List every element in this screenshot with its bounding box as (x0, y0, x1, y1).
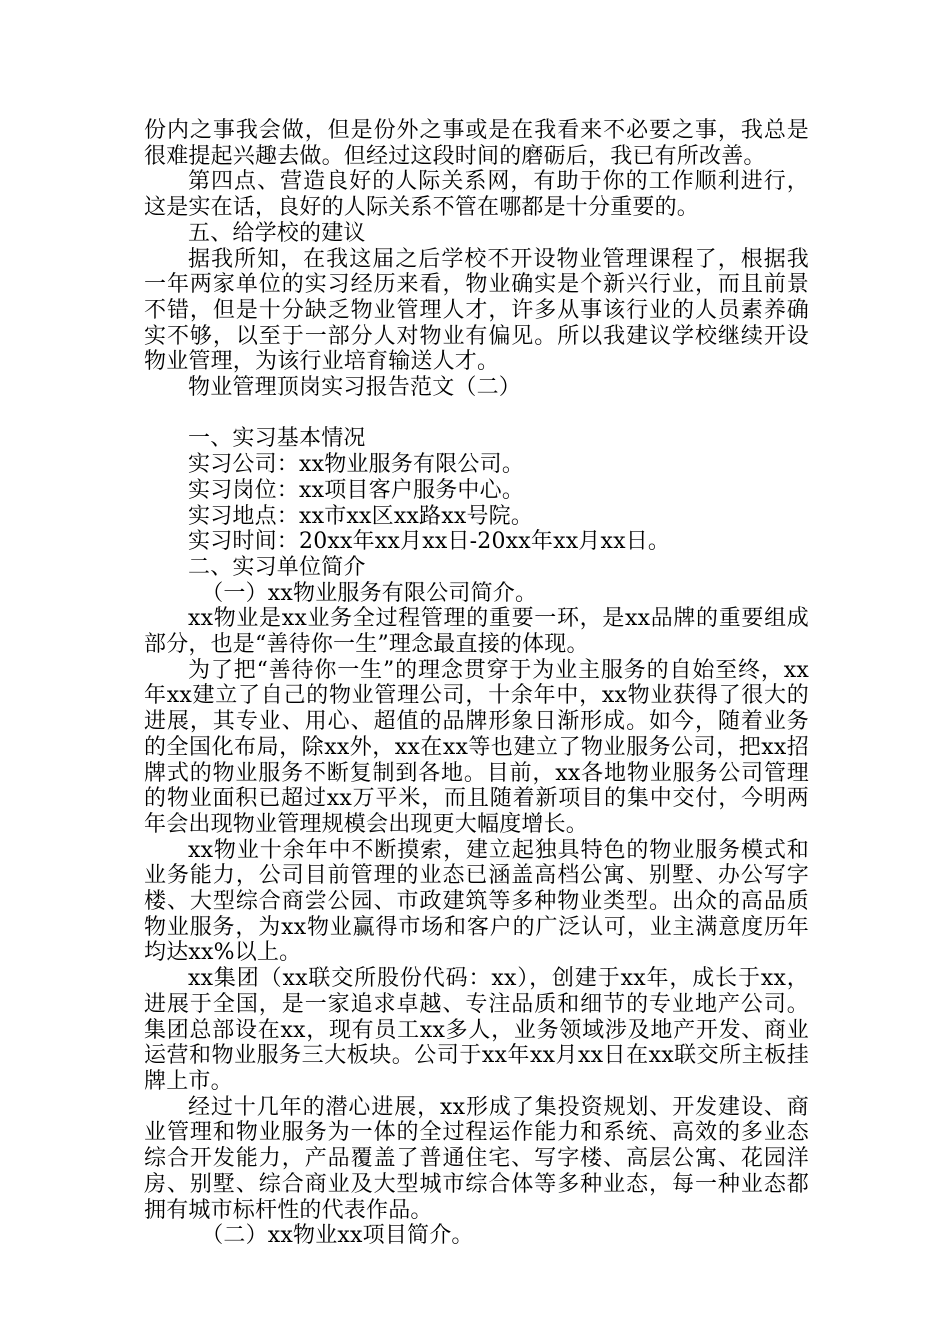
paragraph-group-capability: 经过十几年的潜心进展，xx形成了集投资规划、开发建设、商业管理和物业服务为一体的全过程运作能力和系统、高效的多业态综合开发能力，产品覆盖了普通住宅、写字楼、高层公寓、花园洋房、别墅、综合商业及大型城市综合体等多种业态，每一种业态都拥有城市标杆性的代表作品。 (144, 1094, 809, 1223)
document-page (144, 118, 809, 1249)
paragraph-company-history: 为了把“善待你一生”的理念贯穿于为业主服务的自始至终，xx年xx建立了自己的物业管理公司，十余年中，xx物业获得了很大的进展，其专业、用心、超值的品牌形象日渐形成。如今，随着业务的全国化布局，除xx外，xx在xx等也建立了物业服务公司，把xx招牌式的物业服务不断复制到各地。目前，xx各地物业服务公司管理的物业面积已超过xx万平米，而且随着新项目的集中交付，今明两年会出现物业管理规模会出现更大幅度增长。 (144, 657, 809, 837)
blank-line (144, 401, 809, 427)
info-company: 实习公司：xx物业服务有限公司。 (188, 452, 525, 478)
paragraph-group-intro: xx集团（xx联交所股份代码：xx），创建于xx年，成长于xx，进展于全国，是一家追求卓越、专注品质和细节的专业地产公司。集团总部设在xx，现有员工xx多人，业务领域涉及地产开发、商业运营和物业服务三大板块。公司于xx年xx月xx日在xx联交所主板挂牌上市。 (144, 966, 809, 1094)
info-time: 实习时间：20xx年xx月xx日-20xx年xx月xx日。 (188, 529, 671, 555)
paragraph-continuation: 份内之事我会做，但是份外之事或是在我看来不必要之事，我总是很难提起兴趣去做。但经过这段时间的磨砺后，我已有所改善。 (144, 118, 809, 169)
paragraph-service-model: xx物业十余年中不断摸索，建立起独具特色的物业服务模式和业务能力，公司目前管理的业态已涵盖高档公寓、别墅、办公写字楼、大型综合商尝公园、市政建筑等多种物业类型。出众的高品质物业服务，为xx物业赢得市场和客户的广泛认可，业主满意度历年均达xx%以上。 (144, 837, 809, 966)
subheading-project-intro: （二）xx物业xx项目简介。 (201, 1223, 474, 1249)
report-title-two: 物业管理顶岗实习报告范文（二） (188, 375, 522, 401)
subheading-company-intro: （一）xx物业服务有限公司简介。 (201, 580, 538, 606)
paragraph-company-role: xx物业是xx业务全过程管理的重要一环，是xx品牌的重要组成部分，也是“善待你一生”理念最直接的体现。 (144, 606, 809, 658)
info-position: 实习岗位：xx项目客户服务中心。 (188, 477, 525, 503)
info-location: 实习地点：xx市xx区xx路xx号院。 (188, 503, 534, 529)
paragraph-suggestions: 据我所知，在我这届之后学校不开设物业管理课程了，根据我一年两家单位的实习经历来看，物业确实是个新兴行业，而且前景不错，但是十分缺乏物业管理人才，许多从事该行业的人员素养确实不够，以至于一部分人对物业有偏见。所以我建议学校继续开设物业管理，为该行业培育输送人才。 (144, 246, 809, 375)
section-heading-basic-info: 一、实习基本情况 (188, 426, 366, 452)
paragraph-point-four: 第四点、营造良好的人际关系网，有助于你的工作顺利进行，这是实在话，良好的人际关系不管在哪都是十分重要的。 (144, 169, 809, 221)
section-heading-suggestions: 五、给学校的建议 (188, 220, 366, 246)
section-heading-unit-intro: 二、实习单位简介 (188, 554, 366, 580)
